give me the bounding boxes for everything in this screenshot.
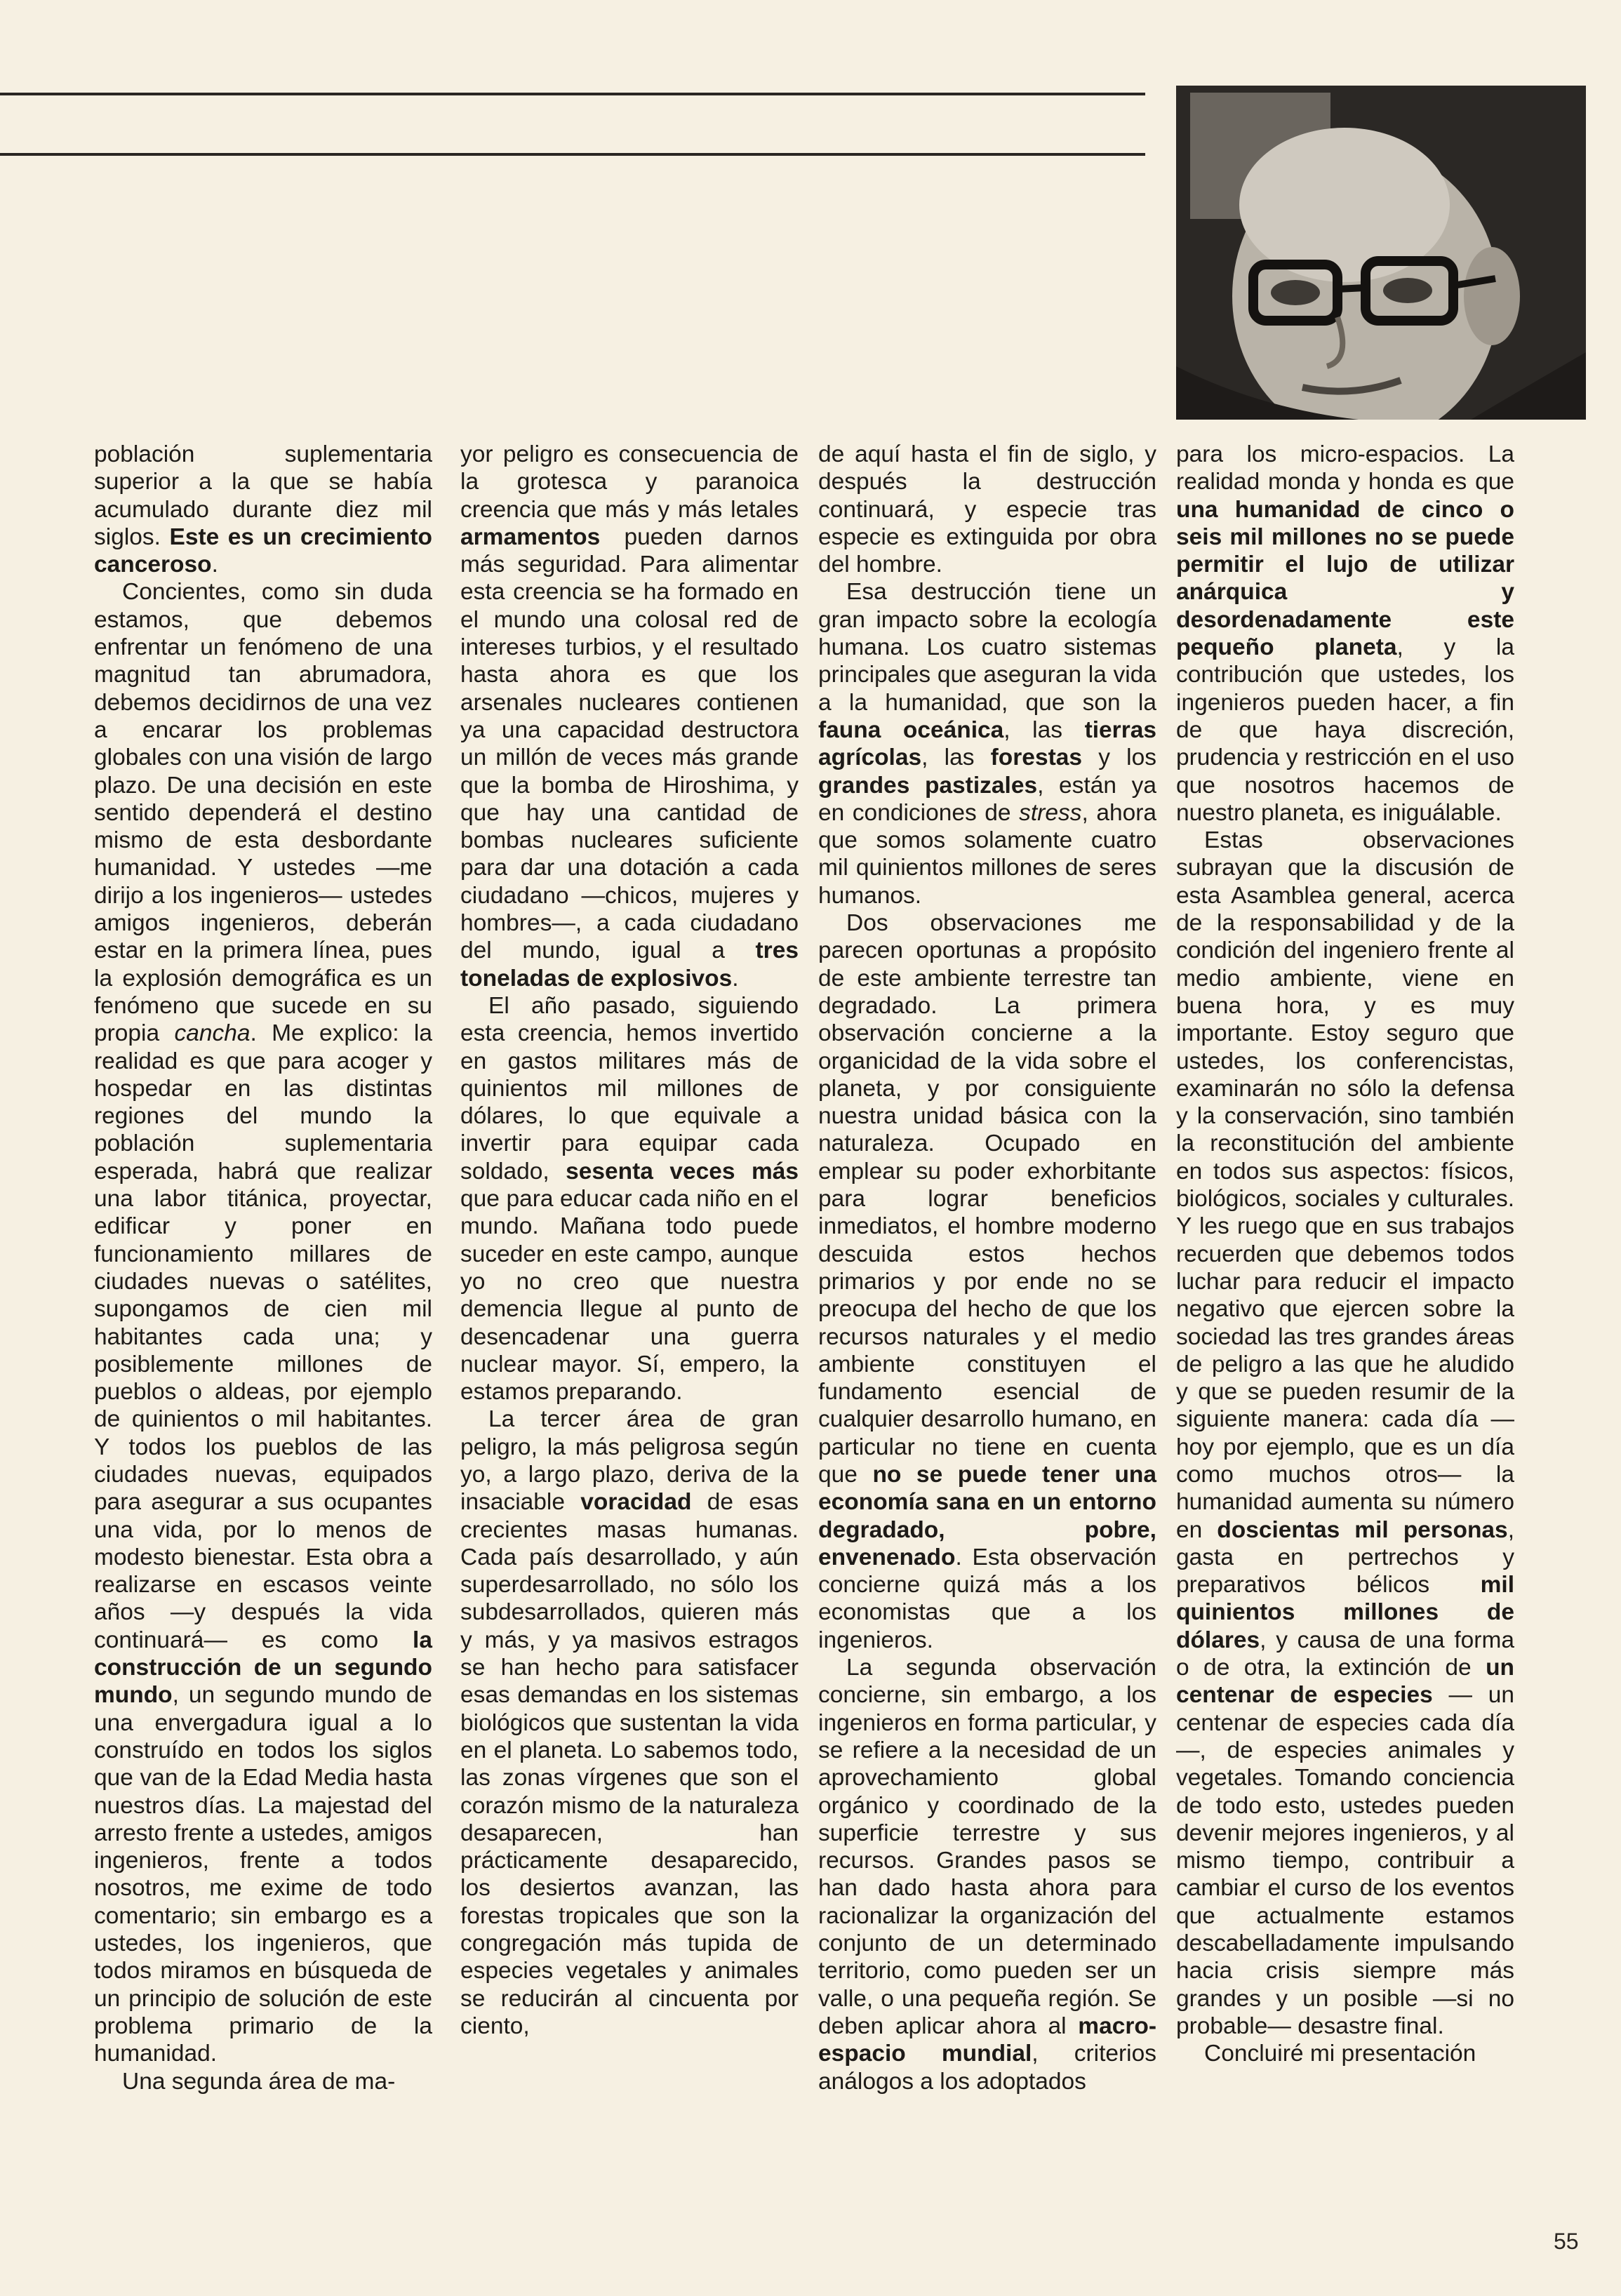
top-rule bbox=[0, 93, 1145, 95]
col2-para-2: El año pasado, siguiendo esta creencia, hemos invertido en gastos militares más de quinientos mil millones de dólares, lo que equivale a invertir para equipar cada soldado, sesenta veces más que para educar cada niño en el mundo. Mañana todo puede suceder en este campo, aunque yo no creo que nuestra demencia llegue al punto de desencadenar una guerra nuclear mayor. Sí, empero, la estamos preparando. bbox=[460, 992, 799, 1406]
text-column-2 bbox=[460, 441, 799, 2040]
col1-para-1: población suplementaria superior a la que se había acumulado durante diez mil siglos. Este es un crecimiento canceroso. bbox=[94, 441, 432, 578]
col2-para-3: La tercer área de gran peligro, la más peligrosa según yo, a largo plazo, deriva de la insaciable voracidad de esas crecientes masas humanas. Cada país desarrollado, y aún superdesarrollado, no sólo los subdesarrollados, quieren más y más, y ya masivos estragos se han hecho para satisfacer esas demandas en los sistemas biológicos que sustentan la vida en el planeta. Lo sabemos todo, las zonas vírgenes que son el corazón mismo de la naturaleza desaparecen, han prácticamente desaparecido, los desiertos avanzan, las forestas tropicales que son la congregación más tupida de especies vegetales y animales se reducirán al cincuenta por ciento, bbox=[460, 1406, 799, 2039]
page-number: 55 bbox=[1554, 2229, 1579, 2254]
col4-para-1: para los micro-espacios. La realidad monda y honda es que una humanidad de cinco o seis mil millones no se puede permitir el lujo de utilizar anárquica y desordenadamente este pequeño planeta, y la contribución que ustedes, los ingenieros pueden hacer, a fin de que haya discreción, prudencia y restricción en el uso que nosotros hacemos de nuestro planeta, es iniguálable. bbox=[1176, 441, 1514, 826]
text-column-1 bbox=[94, 441, 432, 2095]
author-portrait-photo bbox=[1176, 86, 1586, 420]
text-column-4 bbox=[1176, 441, 1514, 2068]
col3-para-4: La segunda observación concierne, sin embargo, a los ingenieros en forma particular, y se refiere a la necesidad de un aprovechamiento global orgánico y coordinado de la superficie terrestre y sus recursos. Grandes pasos se han dado hasta ahora para racionalizar la organización del conjunto de un determinado territorio, como pueden ser un valle, o una pequeña región. Se deben aplicar ahora al macro-espacio mundial, criterios análogos a los adoptados bbox=[818, 1655, 1156, 2095]
text-column-3 bbox=[818, 441, 1156, 2095]
second-rule bbox=[0, 153, 1145, 156]
col3-para-3: Dos observaciones me parecen oportunas a propósito de este ambiente terrestre tan degradado. La primera observación concierne a la organicidad de la vida sobre el planeta, y por consiguiente nuestra unidad básica con la naturaleza. Ocupado en emplear su poder exhorbitante para lograr beneficios inmediatos, el hombre moderno descuida estos hechos primarios y por ende no se preocupa del hecho de que los recursos naturales y el medio ambiente constituyen el fundamento esencial de cualquier desarrollo humano, en particular no tiene en cuenta que no se puede tener una economía sana en un entorno degradado, pobre, envenenado. Esta observación concierne quizá más a los economistas que a los ingenieros. bbox=[818, 910, 1156, 1653]
col3-para-1: de aquí hasta el fin de siglo, y después la destrucción continuará, y especie tras especie es extinguida por obra del hombre. bbox=[818, 441, 1156, 578]
col4-para-2: Estas observaciones subrayan que la discusión de esta Asamblea general, acerca de la responsabilidad y de la condición del ingeniero frente al medio ambiente, viene en buena hora, y es muy importante. Estoy seguro que ustedes, los conferencistas, examinarán no sólo la defensa y la conservación, sino también la reconstitución del ambiente en todos sus aspectos: físicos, biológicos, sociales y culturales. Y les ruego que en sus trabajos recuerden que debemos todos luchar para reducir el impacto negativo que ejercen sobre la sociedad las tres grandes áreas de peligro a las que he aludido y que se pueden resumir de la siguiente manera: cada día — hoy por ejemplo, que es un día como muchos otros— la humanidad aumenta su número en doscientas mil personas, gasta en pertrechos y preparativos bélicos mil quinientos millones de dólares, y causa de una forma o de otra, la extinción de un centenar de especies — un centenar de especies cada día—, de especies animales y vegetales. Tomando conciencia de todo esto, ustedes pueden devenir mejores ingenieros, y al mismo tiempo, contribuir a cambiar el curso de los eventos que actualmente estamos descabelladamente impulsando hacia crisis siempre más grandes y un posible —si no probable— desastre final. bbox=[1176, 827, 1514, 2039]
col1-para-3: Una segunda área de ma- bbox=[122, 2068, 396, 2095]
col2-para-1: yor peligro es consecuencia de la grotesca y paranoica creencia que más y más letales armamentos pueden darnos más seguridad. Para alimentar esta creencia se ha formado en el mundo una colosal red de intereses turbios, y el resultado hasta ahora es que los arsenales nucleares contienen ya una capacidad destructora un millón de veces más grande que la bomba de Hiroshima, y que hay una cantidad de bombas nucleares suficiente para dar una dotación a cada ciudadano —chicos, mujeres y hombres—, a cada ciudadano del mundo, igual a tres toneladas de explosivos. bbox=[460, 441, 799, 992]
col4-para-3: Concluiré mi presentación bbox=[1204, 2041, 1476, 2067]
col1-para-2: Concientes, como sin duda estamos, que debemos enfrentar un fenómeno de una magnitud tan abrumadora, debemos decidirnos de una vez a encarar los problemas globales con una visión de largo plazo. De una decisión en este sentido dependerá el destino mismo de esta desbordante humanidad. Y ustedes —me dirijo a los ingenieros— ustedes amigos ingenieros, deberán estar en la primera línea, pues la explosión demográfica es un fenómeno que sucede en su propia cancha. Me explico: la realidad es que para acoger y hospedar en las distintas regiones del mundo la población suplementaria esperada, habrá que realizar una labor titánica, proyectar, edificar y poner en funcionamiento millares de ciudades nuevas o satélites, supongamos de cien mil habitantes cada una; y posiblemente millones de pueblos o aldeas, por ejemplo de quinientos o mil habitantes. Y todos los pueblos de las ciudades nuevas, equipados para asegurar a sus ocupantes una vida, por lo menos de modesto bienestar. Esta obra a realizarse en escasos veinte años —y después la vida continuará— es como la construcción de un segundo mundo, un segundo mundo de una envergadura igual a lo construído en todos los siglos que van de la Edad Media hasta nuestros días. La majestad del arresto frente a ustedes, amigos ingenieros, frente a todos nosotros, me exime de todo comentario; sin embargo es a ustedes, los ingenieros, que todos miramos en búsqueda de un principio de solución de este problema primario de la humanidad. bbox=[94, 579, 432, 2067]
col3-para-2: Esa destrucción tiene un gran impacto sobre la ecología humana. Los cuatro sistemas principales que aseguran la vida a la humanidad, que son la fauna oceánica, las tierras agrícolas, las forestas y los grandes pastizales, están ya en condiciones de stress, ahora que somos solamente cuatro mil quinientos millones de seres humanos. bbox=[818, 579, 1157, 909]
